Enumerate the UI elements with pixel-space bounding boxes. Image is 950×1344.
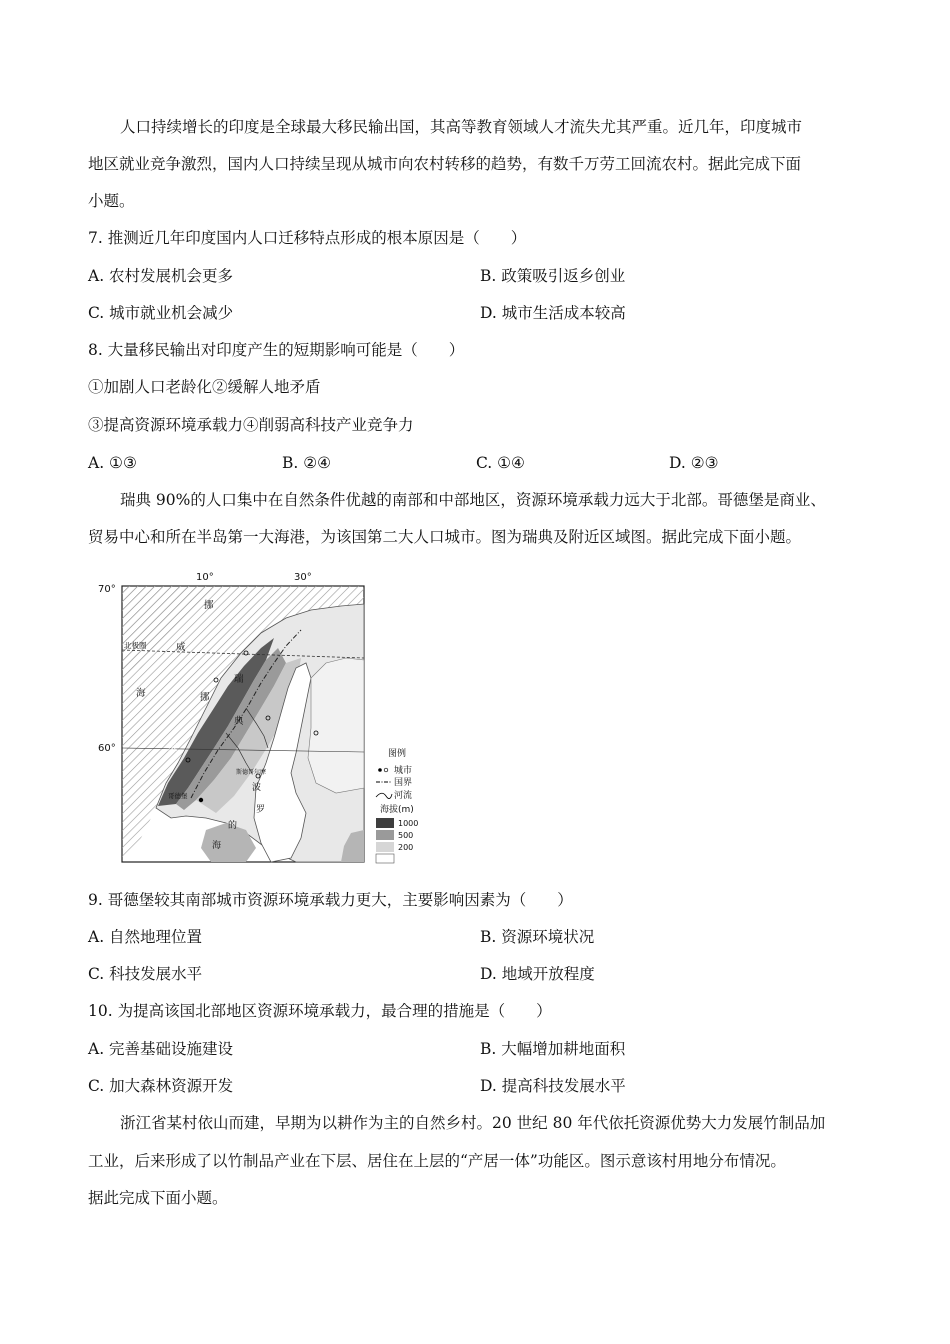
map-label-luo: 罗 (256, 805, 266, 815)
passage-1-line-1: 人口持续增长的印度是全球最大移民输出国，其高等教育领域人才流失尤其严重。近几年，印度城市 (120, 118, 803, 136)
map-label-hai-2: 海 (212, 841, 222, 851)
passage-1-line-2: 地区就业竞争激烈，国内人口持续呈现从城市向农村转移的趋势，有数千万劳工回流农村。据此完成下面 (88, 155, 802, 173)
finland-region (308, 658, 364, 793)
question-7-stem: 7. 推测近几年印度国内人口迁移特点形成的根本原因是（ ） (88, 229, 527, 247)
map-label-rui: 瑞 (234, 674, 244, 685)
question-9-option-c[interactable]: C. 科技发展水平 (88, 965, 203, 983)
question-10-option-b[interactable]: B. 大幅增加耕地面积 (480, 1040, 626, 1058)
question-9-option-a[interactable]: A. 自然地理位置 (88, 928, 203, 946)
legend-elev-500-swatch (376, 830, 394, 840)
legend-city-circle-icon (384, 768, 388, 772)
passage-2-line-1: 瑞典 90%的人口集中在自然条件优越的南部和中部地区，资源环境承载力远大于北部。哥德堡是商业、 (120, 491, 826, 509)
question-8-option-d[interactable]: D. ②③ (669, 454, 719, 472)
question-8-option-c[interactable]: C. ①④ (476, 454, 525, 472)
legend-elev-200: 200 (398, 843, 414, 852)
question-9-option-d[interactable]: D. 地域开放程度 (480, 965, 595, 983)
legend-elev-1000: 1000 (398, 819, 419, 828)
question-8-statements-2: ③提高资源环境承载力④削弱高科技产业竞争力 (88, 416, 414, 434)
legend-elev-1000-swatch (376, 818, 394, 828)
map-label-wei: 威 (176, 642, 186, 653)
map-lon-10: 10° (196, 572, 214, 583)
map-label-dian: 典 (234, 716, 244, 727)
map-arctic-circle-label: 北极圈 (124, 641, 147, 650)
question-7-option-b[interactable]: B. 政策吸引返乡创业 (480, 267, 626, 285)
map-lat-60: 60° (98, 743, 116, 754)
map-city-gothenburg: 哥德堡 (168, 792, 188, 800)
question-7-option-a[interactable]: A. 农村发展机会更多 (88, 267, 234, 285)
question-8-statements-1: ①加剧人口老龄化②缓解人地矛盾 (88, 378, 321, 396)
passage-3-line-2: 工业，后来形成了以竹制品产业在下层、居住在上层的“产居一体”功能区。图示意该村用地分布情况。 (88, 1152, 786, 1170)
legend-elev-500: 500 (398, 831, 414, 840)
map-label-nuo-2: 挪 (200, 692, 210, 703)
map-lon-30: 30° (294, 572, 312, 583)
legend-city-dot-icon (378, 768, 382, 772)
map-lat-70: 70° (98, 584, 116, 595)
legend-city: 城市 (394, 766, 413, 776)
question-8-option-b[interactable]: B. ②④ (282, 454, 332, 472)
question-9-stem: 9. 哥德堡较其南部城市资源环境承载力更大，主要影响因素为（ ） (88, 891, 573, 909)
map-label-wei-2: 威 (168, 742, 178, 753)
question-9-option-b[interactable]: B. 资源环境状况 (480, 928, 595, 946)
city-marker-gothenburg (199, 798, 203, 802)
question-10-option-a[interactable]: A. 完善基础设施建设 (88, 1040, 234, 1058)
question-10-stem: 10. 为提高该国北部地区资源环境承载力，最合理的措施是（ ） (88, 1002, 552, 1020)
legend-river-icon (376, 793, 392, 798)
passage-2-line-2: 贸易中心和所在半岛第一大海港，为该国第二大人口城市。图为瑞典及附近区域图。据此完成下面小题。 (88, 528, 802, 546)
question-8-option-a[interactable]: A. ①③ (88, 454, 137, 472)
passage-1-line-3: 小题。 (88, 192, 135, 210)
question-7-option-c[interactable]: C. 城市就业机会减少 (88, 304, 234, 322)
passage-3-line-1: 浙江省某村依山而建，早期为以耕作为主的自然乡村。20 世纪 80 年代依托资源优势大力发展竹制品加 (120, 1114, 826, 1132)
question-10-option-d[interactable]: D. 提高科技发展水平 (480, 1077, 626, 1095)
legend-title: 图例 (388, 749, 407, 759)
legend-border: 国界 (394, 778, 413, 788)
legend-elev-200-swatch (376, 842, 394, 852)
map-label-de: 的 (228, 821, 238, 831)
legend-elev-low-swatch (376, 854, 394, 863)
legend-river: 河流 (394, 791, 413, 801)
sweden-region-map (96, 568, 441, 866)
legend-elevation-title: 海拔(m) (380, 805, 414, 815)
map-label-nuo: 挪 (204, 600, 214, 611)
map-label-bo: 波 (252, 783, 262, 793)
map-label-hai: 海 (136, 688, 146, 699)
passage-3-line-3: 据此完成下面小题。 (88, 1189, 228, 1207)
map-city-stockholm: 斯德哥尔摩 (236, 769, 267, 776)
question-8-stem: 8. 大量移民输出对印度产生的短期影响可能是（ ） (88, 341, 465, 359)
question-7-option-d[interactable]: D. 城市生活成本较高 (480, 304, 626, 322)
question-10-option-c[interactable]: C. 加大森林资源开发 (88, 1077, 234, 1095)
map-legend (376, 747, 418, 863)
